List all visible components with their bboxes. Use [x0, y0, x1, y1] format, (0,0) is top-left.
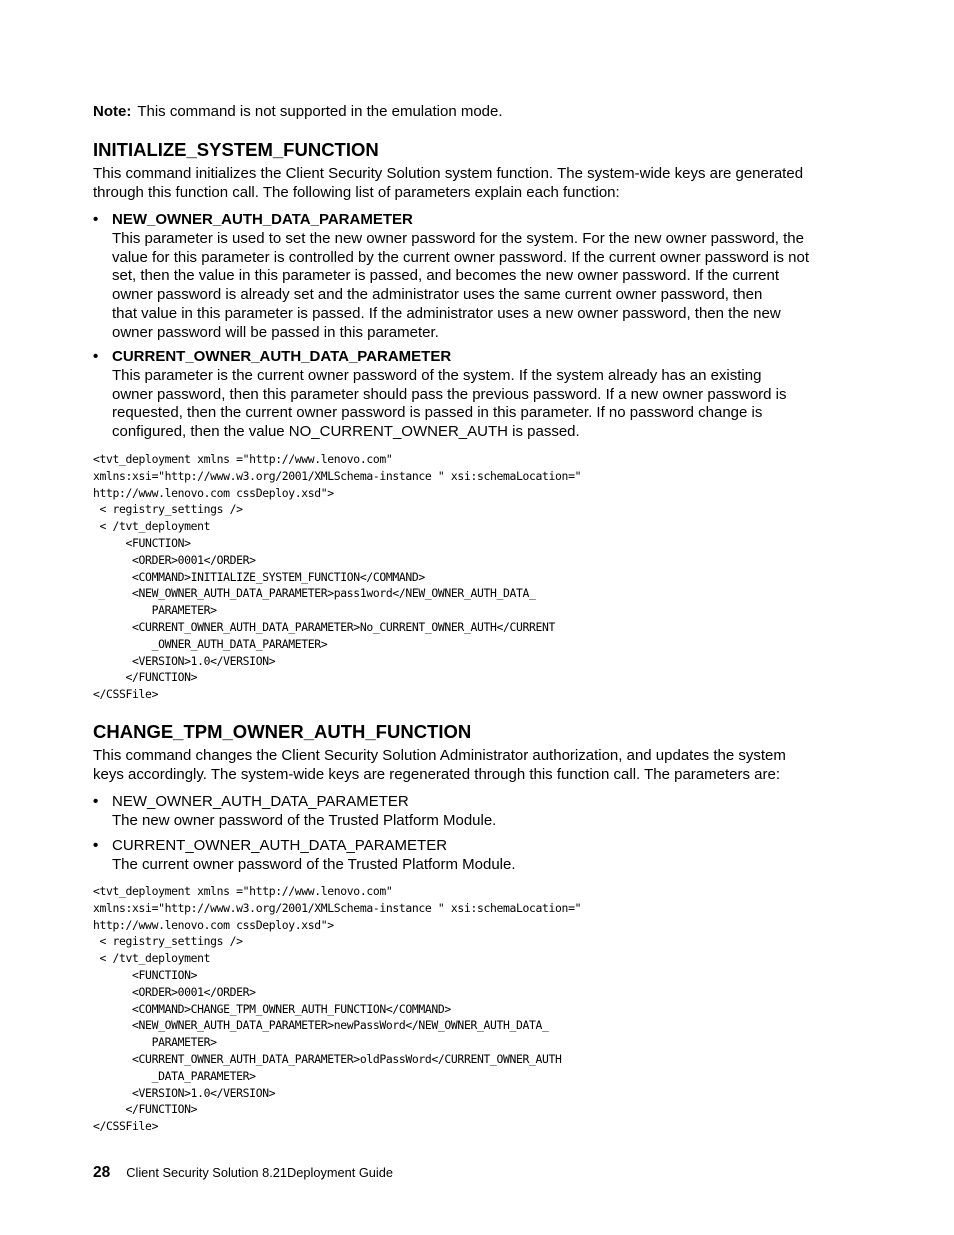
page-number: 28: [93, 1164, 111, 1181]
section-heading-initialize: INITIALIZE_SYSTEM_FUNCTION: [93, 139, 379, 160]
code-block-initialize: [93, 451, 581, 703]
code-line: <FUNCTION>: [93, 967, 198, 982]
bullet-title: NEW_OWNER_AUTH_DATA_PARAMETER: [112, 211, 413, 228]
code-line: </CSSFile>: [93, 1119, 159, 1134]
bullet-line: that value in this parameter is passed. If the administrator uses a new owner password, then the new: [112, 304, 781, 322]
code-line: xmlns:xsi="http://www.w3.org/2001/XMLSchema-instance " xsi:schemaLocation=": [93, 900, 582, 915]
code-line: <NEW_OWNER_AUTH_DATA_PARAMETER>newPassWord</NEW_OWNER_AUTH_DATA_: [93, 1018, 549, 1033]
code-line: <NEW_OWNER_AUTH_DATA_PARAMETER>pass1word</NEW_OWNER_AUTH_DATA_: [93, 586, 536, 601]
section2-intro: [93, 747, 853, 784]
code-line: </FUNCTION>: [93, 1102, 198, 1117]
bullet-line: This parameter is used to set the new owner password for the system. For the new owner password, the: [112, 229, 804, 247]
code-line: <tvt_deployment xmlns ="http://www.lenovo.com": [93, 884, 393, 898]
bullet-line: value for this parameter is controlled by the current owner password. If the current owner password is not: [112, 248, 809, 266]
note-label: Note:: [93, 103, 132, 120]
intro-line: This command initializes the Client Security Solution system function. The system-wide keys are generated: [93, 165, 804, 182]
intro-line: through this function call. The following list of parameters explain each function:: [93, 183, 620, 201]
bullet-dot-icon: •: [93, 793, 99, 810]
bullet-line: owner password will be passed in this parameter.: [112, 323, 439, 341]
bullet-line: The new owner password of the Trusted Platform Module.: [112, 811, 497, 829]
code-line: </CSSFile>: [93, 687, 159, 702]
code-line: <VERSION>1.0</VERSION>: [93, 653, 276, 668]
code-line: < /tvt_deployment: [93, 519, 211, 534]
code-line: <CURRENT_OWNER_AUTH_DATA_PARAMETER>No_CURRENT_OWNER_AUTH</CURRENT: [93, 619, 556, 634]
page-footer: [93, 1164, 393, 1182]
code-line: PARAMETER>: [93, 1035, 217, 1050]
section-heading-change-tpm: CHANGE_TPM_OWNER_AUTH_FUNCTION: [93, 721, 472, 742]
code-line: http://www.lenovo.com cssDeploy.xsd">: [93, 917, 334, 932]
code-block-change-tpm: [93, 883, 581, 1135]
note-text: This command is not supported in the emulation mode.: [137, 103, 503, 120]
code-line: <ORDER>0001</ORDER>: [93, 984, 256, 999]
code-line: <COMMAND>INITIALIZE_SYSTEM_FUNCTION</COMMAND>: [93, 569, 425, 584]
code-line: <tvt_deployment xmlns ="http://www.lenovo.com": [93, 452, 393, 466]
intro-line: This command changes the Client Security Solution Administrator authorization, and updates the system: [93, 747, 786, 764]
code-line: <VERSION>1.0</VERSION>: [93, 1085, 276, 1100]
code-line: </FUNCTION>: [93, 670, 198, 685]
code-line: <ORDER>0001</ORDER>: [93, 552, 256, 567]
code-line: < /tvt_deployment: [93, 951, 211, 966]
code-line: _OWNER_AUTH_DATA_PARAMETER>: [93, 636, 328, 651]
code-line: <CURRENT_OWNER_AUTH_DATA_PARAMETER>oldPassWord</CURRENT_OWNER_AUTH: [93, 1051, 562, 1066]
code-line: <COMMAND>CHANGE_TPM_OWNER_AUTH_FUNCTION</COMMAND>: [93, 1001, 451, 1016]
bullet-dot-icon: •: [93, 211, 99, 228]
bullet-line: requested, then the current owner password is passed in this parameter. If no password change is: [112, 404, 763, 422]
bullet-dot-icon: •: [93, 348, 99, 365]
bullet-line: configured, then the value NO_CURRENT_OWNER_AUTH is passed.: [112, 423, 580, 441]
bullet-title: CURRENT_OWNER_AUTH_DATA_PARAMETER: [112, 837, 448, 854]
section1-intro: [93, 165, 853, 202]
code-line: PARAMETER>: [93, 603, 217, 618]
code-line: <FUNCTION>: [93, 535, 191, 550]
code-line: xmlns:xsi="http://www.w3.org/2001/XMLSchema-instance " xsi:schemaLocation=": [93, 468, 582, 483]
bullet-line: The current owner password of the Trusted Platform Module.: [112, 855, 516, 873]
intro-line: keys accordingly. The system-wide keys are regenerated through this function call. The parameters are:: [93, 765, 781, 783]
code-line: < registry_settings />: [93, 934, 243, 949]
code-line: http://www.lenovo.com cssDeploy.xsd">: [93, 485, 334, 500]
bullet-line: This parameter is the current owner password of the system. If the system already has an existing: [112, 366, 762, 384]
bullet-line: set, then the value in this parameter is passed, and becomes the new owner password. If the current: [112, 267, 780, 285]
footer-title: Client Security Solution 8.21Deployment Guide: [126, 1165, 393, 1180]
bullet-dot-icon: •: [93, 837, 99, 854]
bullet-line: owner password, then this parameter should pass the previous password. If a new owner password is: [112, 385, 787, 403]
code-line: < registry_settings />: [93, 502, 243, 517]
bullet-line: owner password is already set and the administrator uses the same current owner password, then: [112, 286, 763, 304]
note: [93, 102, 503, 121]
code-line: _DATA_PARAMETER>: [93, 1068, 256, 1083]
bullet-title: NEW_OWNER_AUTH_DATA_PARAMETER: [112, 793, 409, 810]
bullet-title: CURRENT_OWNER_AUTH_DATA_PARAMETER: [112, 348, 452, 365]
